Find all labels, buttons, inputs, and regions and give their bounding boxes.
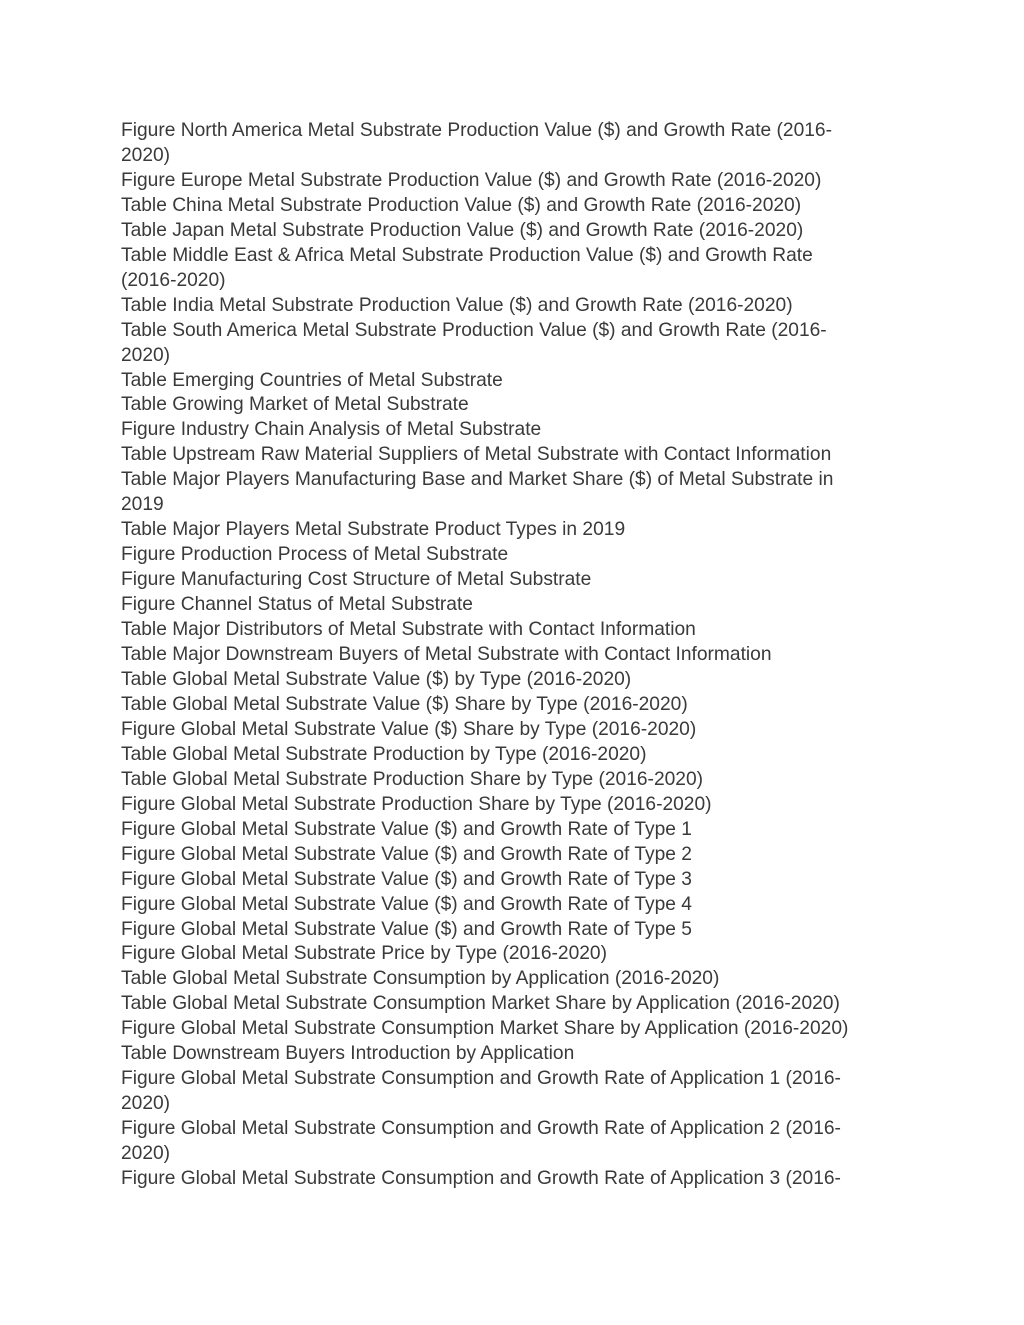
- list-item: Figure Global Metal Substrate Value ($) Share by Type (2016-2020): [121, 718, 697, 740]
- list-item: Table Japan Metal Substrate Production Value ($) and Growth Rate (2016-2020): [121, 219, 804, 241]
- list-item: Figure Industry Chain Analysis of Metal Substrate: [121, 419, 542, 441]
- list-item: Table Major Players Manufacturing Base and Market Share ($) of Metal Substrate in 2019: [121, 469, 834, 516]
- list-item: Figure Global Metal Substrate Value ($) and Growth Rate of Type 5: [121, 918, 692, 940]
- list-item: Figure Global Metal Substrate Consumption and Growth Rate of Application 3 (2016-: [121, 1168, 841, 1190]
- list-item: Table Major Players Metal Substrate Product Types in 2019: [121, 519, 626, 541]
- list-item: Figure Production Process of Metal Substrate: [121, 544, 509, 566]
- list-item: Table Global Metal Substrate Value ($) Share by Type (2016-2020): [121, 693, 688, 715]
- list-item: Table Global Metal Substrate Production Share by Type (2016-2020): [121, 768, 704, 790]
- list-item: Figure Global Metal Substrate Consumption and Growth Rate of Application 2 (2016- 2020): [121, 1118, 841, 1165]
- list-item: Figure Global Metal Substrate Consumption Market Share by Application (2016-2020): [121, 1018, 849, 1040]
- list-item: Table Middle East & Africa Metal Substrate Production Value ($) and Growth Rate (2016-2020): [121, 244, 813, 291]
- list-item: Table Emerging Countries of Metal Substrate: [121, 369, 503, 391]
- list-item: Figure Global Metal Substrate Value ($) and Growth Rate of Type 1: [121, 818, 692, 840]
- list-item: Table Global Metal Substrate Value ($) by Type (2016-2020): [121, 668, 632, 690]
- list-item: Figure Global Metal Substrate Consumption and Growth Rate of Application 1 (2016- 2020): [121, 1068, 841, 1115]
- list-item: Table Major Distributors of Metal Substrate with Contact Information: [121, 619, 696, 641]
- list-item: Table Major Downstream Buyers of Metal Substrate with Contact Information: [121, 644, 772, 666]
- list-item: Table Global Metal Substrate Consumption by Application (2016-2020): [121, 968, 720, 990]
- list-item: Table Global Metal Substrate Consumption Market Share by Application (2016-2020): [121, 993, 840, 1015]
- list-item: Figure Global Metal Substrate Value ($) and Growth Rate of Type 4: [121, 893, 692, 915]
- list-item: Figure Global Metal Substrate Value ($) and Growth Rate of Type 2: [121, 843, 692, 865]
- list-item: Table South America Metal Substrate Production Value ($) and Growth Rate (2016- 2020): [121, 319, 827, 366]
- list-item: Figure Global Metal Substrate Price by Type (2016-2020): [121, 943, 607, 965]
- list-item: Figure Europe Metal Substrate Production Value ($) and Growth Rate (2016-2020): [121, 169, 822, 191]
- list-item: Table Downstream Buyers Introduction by Application: [121, 1043, 575, 1065]
- list-item: Figure Global Metal Substrate Production Share by Type (2016-2020): [121, 793, 712, 815]
- list-item: Figure Manufacturing Cost Structure of Metal Substrate: [121, 569, 592, 591]
- list-item: Figure Channel Status of Metal Substrate: [121, 594, 473, 616]
- list-item: Figure North America Metal Substrate Production Value ($) and Growth Rate (2016- 2020): [121, 120, 832, 166]
- document-page: [121, 119, 901, 1192]
- list-item: Table China Metal Substrate Production Value ($) and Growth Rate (2016-2020): [121, 194, 802, 216]
- list-item: Figure Global Metal Substrate Value ($) and Growth Rate of Type 3: [121, 868, 692, 890]
- list-item: Table Upstream Raw Material Suppliers of Metal Substrate with Contact Information: [121, 444, 832, 466]
- list-item: Table Growing Market of Metal Substrate: [121, 394, 469, 416]
- list-item: Table Global Metal Substrate Production by Type (2016-2020): [121, 743, 647, 765]
- list-item: Table India Metal Substrate Production Value ($) and Growth Rate (2016-2020): [121, 294, 793, 316]
